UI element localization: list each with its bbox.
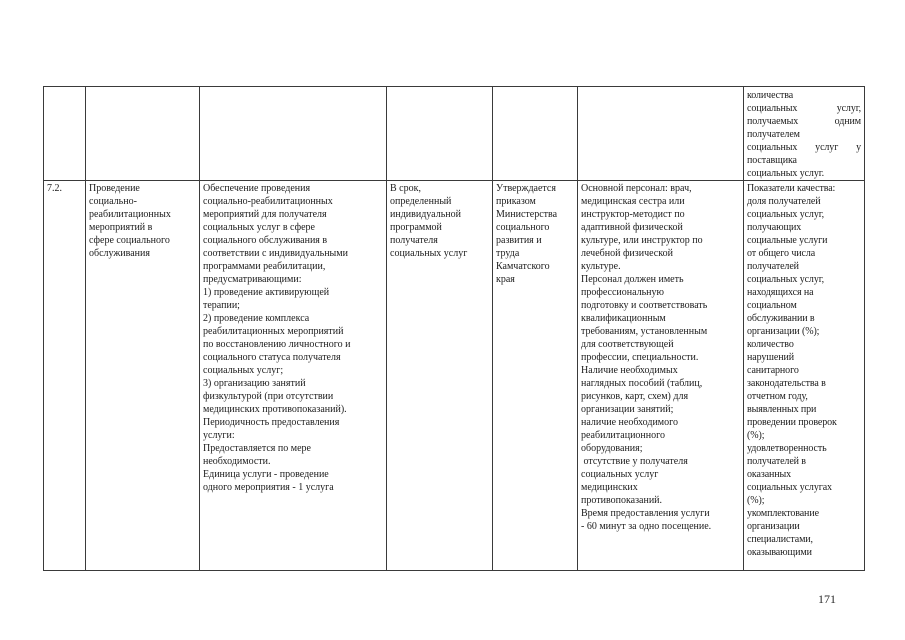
cell-quality-indicators	[744, 181, 865, 571]
cell-indicators-continued	[744, 87, 865, 181]
table-row-continued	[44, 87, 865, 181]
cell-service-tariff	[493, 181, 578, 571]
cell-name-empty	[86, 87, 200, 181]
cell-number	[44, 181, 86, 571]
cell-term-empty	[387, 87, 493, 181]
table-row	[44, 181, 865, 571]
row-number: 7.2.	[47, 183, 62, 194]
cell-content-empty	[200, 87, 387, 181]
cell-number-empty	[44, 87, 86, 181]
service-content: Обеспечение проведения социально-реабилитационных мероприятий для получателя социальных услуг в сфере социального обслуживания в соответствии с индивидуальными программами реабилитации, предусматривающими: 1) проведение активирующей терапии; 2) проведение комплекса реабилитационных мероприятий по восстановлению личностного и социального статуса получателя социальных услуг; 3) организацию занятий физкультурой (при отсутствии медицинских противопоказаний). Периодичность предоставления услуги: Предоставляется по мере необходимости. Единица услуги - проведение одного мероприятия - 1 услуга	[203, 183, 351, 493]
page-number: 171	[818, 592, 836, 606]
service-conditions: Основной персонал: врач, медицинская сестра или инструктор-методист по адаптивной физической культуре, или инструктор по лечебной физической культуре. Персонал должен иметь профессиональную подготовку и соответствовать квалификационным требованиям, установленным для соответствующей профессии, специальности. Наличие необходимых наглядных пособий (таблиц, рисунков, карт, схем) для организации занятий; наличие необходимого реабилитационного оборудования; отсутствие у получателя социальных услуг медицинских противопоказаний. Время предоставления услуги - 60 минут за одно посещение.	[581, 183, 712, 532]
service-tariff: Утверждается приказом Министерства социального развития и труда Камчатского края	[496, 183, 558, 285]
quality-indicators: Показатели качества: доля получателей социальных услуг, получающих социальные услуги от общего числа получателей социальных услуг, находящихся на социальном обслуживании в организации (%); количество нарушений санитарного законодательства в отчетном году, выявленных при проведении проверок (%); удовлетворенность получателей в оказанных социальных услугах (%); укомплектование организации специалистами, оказывающими	[747, 183, 837, 558]
cell-conditions-empty	[578, 87, 744, 181]
cell-service-conditions	[578, 181, 744, 571]
cell-tariff-empty	[493, 87, 578, 181]
cell-service-content	[200, 181, 387, 571]
cell-service-name	[86, 181, 200, 571]
service-name: Проведение социально- реабилитационных мероприятий в сфере социального обслуживания	[89, 183, 171, 259]
indicators-continued-text: количества социальных услуг, получаемых одним получателем социальных услуг у поставщика социальных услуг.	[747, 90, 861, 179]
cell-service-term	[387, 181, 493, 571]
services-table	[43, 86, 865, 571]
service-term: В срок, определенный индивидуальной программой получателя социальных услуг	[390, 183, 468, 259]
